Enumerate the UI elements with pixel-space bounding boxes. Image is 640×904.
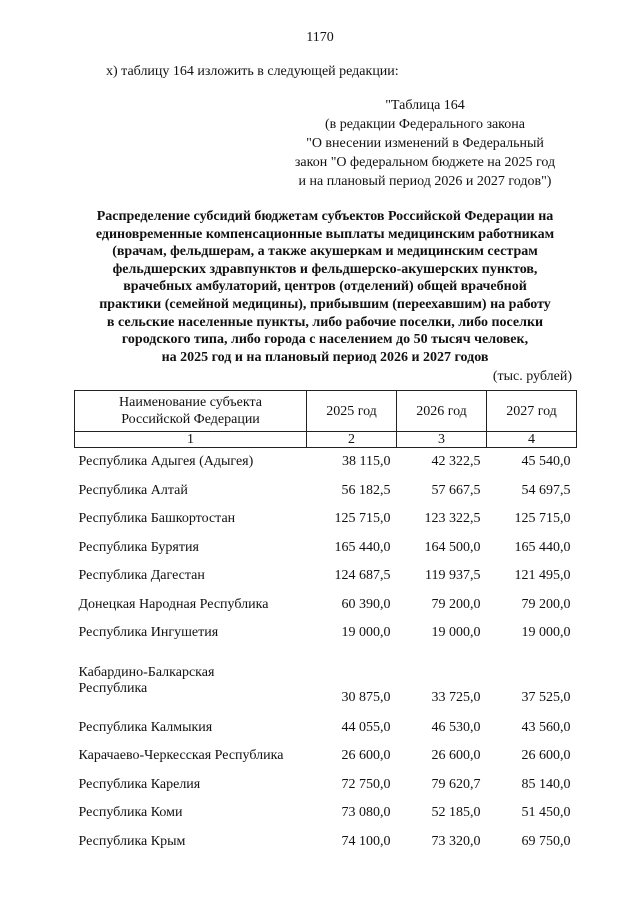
- value-2026: 164 500,0: [424, 539, 481, 555]
- value-2025: 124 687,5: [334, 568, 391, 584]
- table-row: [75, 534, 577, 563]
- heading-line: на 2025 год и на плановый период 2026 и 2027 годов: [161, 349, 489, 365]
- value-2026: 79 200,0: [431, 596, 481, 612]
- value-2025: 30 875,0: [341, 689, 391, 705]
- table-row: [75, 714, 577, 743]
- column-header-region: [75, 391, 307, 432]
- table-row: [75, 799, 577, 828]
- value-2026: 33 725,0: [431, 689, 481, 705]
- document-heading: [60, 208, 590, 366]
- heading-line: единовременные компенсационные выплаты медицинским работникам: [95, 226, 555, 242]
- value-2026: 79 620,7: [431, 776, 481, 792]
- column-number: 3: [397, 432, 487, 448]
- region-name: Республика Дагестан: [78, 568, 205, 584]
- region-name: Республика Ингушетия: [78, 625, 219, 641]
- table-row: [75, 591, 577, 620]
- column-header-2025: 2025 год: [307, 391, 397, 432]
- table-reference: [270, 96, 580, 191]
- value-2025: 74 100,0: [341, 833, 391, 849]
- value-2026: 46 530,0: [431, 719, 481, 735]
- table-row: [75, 742, 577, 771]
- value-2026: 19 000,0: [431, 625, 481, 641]
- table-row: [75, 477, 577, 506]
- heading-line: врачебных амбулаторий, центров (отделений) общей врачебной: [123, 279, 527, 295]
- header-line: Наименование субъекта: [119, 395, 262, 410]
- value-2027: 121 495,0: [514, 568, 571, 584]
- value-2025: 165 440,0: [334, 539, 391, 555]
- value-2025: 19 000,0: [341, 625, 391, 641]
- subsidy-table: [74, 390, 577, 856]
- value-2027: 45 540,0: [521, 454, 571, 470]
- value-2026: 57 667,5: [431, 482, 481, 498]
- table-row: [75, 448, 577, 477]
- value-2027: 125 715,0: [514, 511, 571, 527]
- heading-line: (врачам, фельдшерам, а также акушеркам и медицинским сестрам: [112, 244, 538, 260]
- heading-line: фельдшерских здравпунктов и фельдшерско-акушерских пунктов,: [112, 261, 538, 277]
- table-row: [75, 828, 577, 857]
- page-number: 1170: [306, 30, 334, 45]
- region-name-line: Республика: [78, 680, 148, 696]
- region-name: Республика Адыгея (Адыгея): [78, 454, 254, 470]
- table-ref-line: закон "О федеральном бюджете на 2025 год: [294, 155, 556, 170]
- column-header-2026: 2026 год: [397, 391, 487, 432]
- region-name: Республика Алтай: [78, 482, 188, 498]
- units-label: (тыс. рублей): [492, 369, 572, 384]
- column-number: 4: [487, 432, 577, 448]
- table-row: [75, 771, 577, 800]
- column-number: 2: [307, 432, 397, 448]
- column-number: 1: [75, 432, 307, 448]
- value-2025: 26 600,0: [341, 748, 391, 764]
- value-2027: 37 525,0: [521, 689, 571, 705]
- heading-line: Распределение субсидий бюджетам субъектов Российской Федерации на: [96, 209, 554, 224]
- value-2027: 85 140,0: [521, 776, 571, 792]
- value-2025: 44 055,0: [341, 719, 391, 735]
- value-2027: 165 440,0: [514, 539, 571, 555]
- heading-line: практики (семейной медицины), прибывшим (переехавшим) на работу: [99, 296, 551, 312]
- value-2025: 38 115,0: [342, 454, 391, 470]
- region-name: Республика Бурятия: [78, 539, 199, 555]
- region-name: [75, 648, 307, 714]
- table-ref-line: и на плановый период 2026 и 2027 годов"): [298, 174, 552, 189]
- value-2025: 125 715,0: [334, 511, 391, 527]
- column-number-row: [75, 432, 577, 448]
- region-name: Донецкая Народная Республика: [78, 596, 269, 612]
- value-2026: 73 320,0: [431, 833, 481, 849]
- heading-line: в сельские населенные пункты, либо рабочие поселки, либо поселки: [106, 314, 544, 330]
- value-2027: 51 450,0: [521, 805, 571, 821]
- value-2026: 26 600,0: [431, 748, 481, 764]
- value-2025: 56 182,5: [341, 482, 391, 498]
- table-ref-line: (в редакции Федерального закона: [325, 117, 525, 132]
- value-2027: 19 000,0: [521, 625, 571, 641]
- value-2025: 72 750,0: [341, 776, 391, 792]
- value-2025: 73 080,0: [341, 805, 391, 821]
- table-ref-line: "Таблица 164: [385, 98, 465, 113]
- table-ref-line: "О внесении изменений в Федеральный: [306, 136, 544, 151]
- region-name: Карачаево-Черкесская Республика: [78, 748, 284, 764]
- value-2026: 119 937,5: [425, 568, 481, 584]
- header-line: Российской Федерации: [121, 412, 260, 427]
- value-2027: 69 750,0: [521, 833, 571, 849]
- value-2027: 43 560,0: [521, 719, 571, 735]
- table-header-row: [75, 391, 577, 432]
- region-name: Республика Карелия: [78, 776, 201, 792]
- region-name-line: Кабардино-Балкарская: [78, 664, 215, 680]
- region-name: Республика Калмыкия: [78, 719, 213, 735]
- region-name: Республика Крым: [78, 833, 186, 849]
- value-2026: 123 322,5: [424, 511, 481, 527]
- table-row: [75, 562, 577, 591]
- region-name: Республика Коми: [78, 805, 183, 821]
- table-row: [75, 619, 577, 648]
- value-2027: 54 697,5: [521, 482, 571, 498]
- table-row: [75, 505, 577, 534]
- value-2025: 60 390,0: [341, 596, 391, 612]
- value-2026: 52 185,0: [431, 805, 481, 821]
- table-row: [75, 648, 577, 714]
- value-2027: 26 600,0: [521, 748, 571, 764]
- value-2027: 79 200,0: [521, 596, 571, 612]
- value-2026: 42 322,5: [431, 454, 481, 470]
- heading-line: городского типа, либо города с населением до 50 тысяч человек,: [121, 332, 529, 348]
- intro-text: х) таблицу 164 изложить в следующей редакции:: [106, 64, 399, 79]
- region-name: Республика Башкортостан: [78, 511, 236, 527]
- column-header-2027: 2027 год: [487, 391, 577, 432]
